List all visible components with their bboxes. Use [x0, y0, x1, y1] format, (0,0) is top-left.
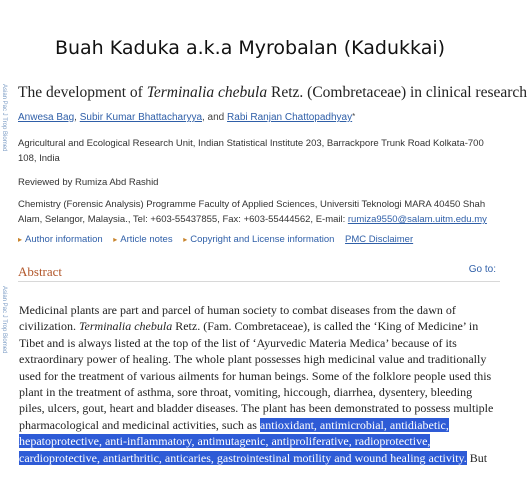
article-notes-link[interactable]: Article notes: [120, 234, 173, 245]
abstract-text: [19, 302, 497, 466]
article-links-bar: [18, 234, 421, 245]
reviewer-affiliation-text: Chemistry (Forensic Analysis) Programme Faculty of Applied Sciences, Universiti Teknologi MARA 40450 Shah Alam, Selangor, Malaysia., Tel: +603-55437855, Fax: +603-55444562, E-mail:: [18, 199, 486, 225]
copyright-license-link[interactable]: Copyright and License information: [190, 234, 335, 245]
article-title-pre: The development of: [18, 84, 147, 101]
article-title-post: Retz. (Combretaceae) in clinical research: [267, 84, 527, 101]
abstract-text-part-1: Medicinal plants are part and parcel of human society to combat diseases from the dawn of civilization.: [19, 303, 456, 334]
side-journal-strip: [0, 84, 10, 194]
corresponding-author-mark: *: [352, 112, 356, 121]
author-affiliation: Agricultural and Ecological Research Unit, Indian Statistical Institute 203, Barrackpore Trunk Road Kolkata-700 108, India: [18, 138, 484, 164]
side-strip-text: Asian Pac J Trop Biomed: [1, 84, 7, 152]
goto-link[interactable]: Go to:: [468, 264, 496, 275]
side-strip-text-lower: Asian Pac J Trop Biomed: [1, 286, 7, 354]
reviewed-by: Reviewed by Rumiza Abd Rashid: [18, 177, 159, 188]
section-divider: [18, 281, 500, 282]
side-journal-strip-lower: [0, 286, 10, 396]
author-separator-and: , and: [202, 112, 228, 123]
article-title-species: Terminalia chebula: [146, 84, 268, 101]
abstract-species-name: Terminalia chebula: [78, 319, 173, 334]
article-title: [18, 84, 527, 102]
page-title: Buah Kaduka a.k.a Myrobalan (Kadukkai): [54, 37, 446, 59]
abstract-text-part-3: But: [466, 450, 488, 465]
reviewer-affiliation: [18, 197, 498, 227]
abstract-heading: Abstract: [18, 264, 63, 279]
triangle-right-icon: ▸: [18, 235, 23, 244]
abstract-text-part-2: Retz. (Fam. Combretaceae), is called the ‘King of Medicine’ in Tibet and is always listed at the top of the list of ‘Ayurvedic Materia Medica’ because of its extraordinary power of healing. The whole plant possesses high medicinal value and traditionally used for the treatment of various ailments for human beings. Some of the folklore people used this plant in the treatment of asthma, sore throat, vomiting, hiccough, diarrhea, dysentery, bleeding piles, ulcers, gout, heart and bladder diseases. The plant has been demonstrated to possess multiple pharmacological and medicinal activities, such as: [19, 319, 494, 432]
highlighted-activities: antioxidant, antimicrobial, antidiabetic, hepatoprotective, anti-inflammatory, antimutagenic, antiproliferative, radioprotective, cardioprotective, antiarthritic, anticaries, gastrointestinal motility and wound healing activity.: [19, 417, 467, 465]
pmc-disclaimer-link[interactable]: PMC Disclaimer: [345, 234, 414, 245]
author-link-chattopadhyay[interactable]: Rabi Ranjan Chattopadhyay: [227, 112, 353, 123]
triangle-right-icon: ▸: [183, 235, 188, 244]
author-information-link[interactable]: Author information: [25, 234, 103, 245]
email-link[interactable]: rumiza9550@salam.uitm.edu.my: [347, 214, 487, 225]
author-separator: ,: [74, 112, 80, 123]
author-link-bag[interactable]: Anwesa Bag: [18, 112, 75, 123]
author-link-bhattacharyya[interactable]: Subir Kumar Bhattacharyya: [79, 112, 202, 123]
triangle-right-icon: ▸: [113, 235, 118, 244]
author-list: [18, 112, 355, 123]
